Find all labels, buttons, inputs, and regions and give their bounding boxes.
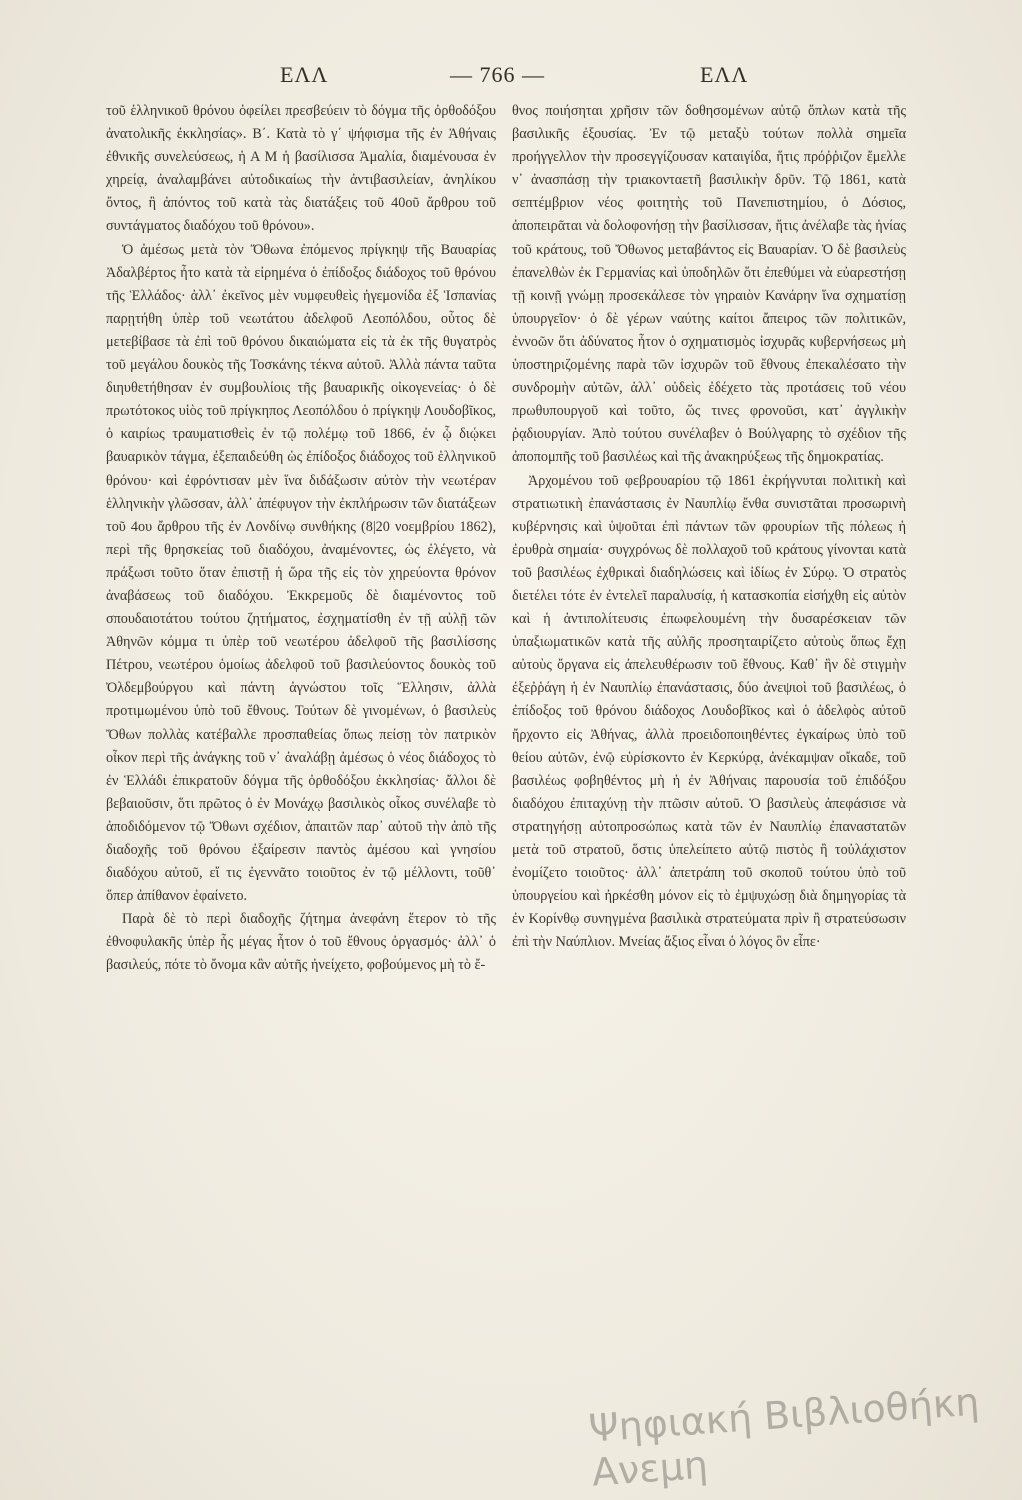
header-right-word: ΕΛΛ [700, 62, 749, 87]
watermark-line-1: Ψηφιακή Βιβλιοθήκη [587, 1379, 981, 1451]
page-number: — 766 — [450, 62, 545, 87]
left-column [106, 100, 496, 978]
right-paragraph-1: θνος ποιήσηται χρῆσιν τῶν δοθησομένων αὐτῷ ὅπλων κατὰ τῆς βασιλικῆς ἐξουσίας. Ἐν τῷ μεταξὺ τούτων πολλὰ σημεῖα προήγγελλον τὴν προσεγγίζουσαν καταιγίδα, ἥτις πρόῤῥιζον ἔμελλε ν᾽ ἀνασπάσῃ τὴν τριακονταετῆ βασιλικὴν δρῦν. Τῷ 1861, κατὰ σεπτέμβριον νέος φοιτητὴς τοῦ Πανεπιστημίου, ὁ Δόσιος, ἀποπειρᾶται νὰ δολοφονήσῃ τὴν βασίλισσαν, ἥτις ἀνέλαβε τὰς ἡνίας τοῦ κράτους, τοῦ Ὄθωνος μεταβάντος εἰς Βαυαρίαν. Ὁ δὲ βασιλεὺς ἐπανελθὼν ἐκ Γερμανίας καὶ ὑποδηλῶν ὅτι ἐπεθύμει νὰ εὐαρεστήσῃ τῇ κοινῇ γνώμῃ προσεκάλεσε τὸν γηραιὸν Κανάρην ἵνα σχηματίσῃ ὑπουργεῖον· ὁ δὲ γέρων ναύτης καίτοι ἄπειρος τῶν πολιτικῶν, ἐννοῶν ὅτι ἀδύνατος ἦτον ὁ σχηματισμὸς ἰσχυρᾶς κυβερνήσεως μὴ ὑποστηριζομένης παρὰ τῶν ἰσχυρῶν τοῦ ἔθνους ἐπεκαλέσατο τὴν συνδρομὴν αὐτῶν, ἀλλ᾽ οὐδεὶς ἐδέχετο τὰς προτάσεις τοῦ νέου πρωθυπουργοῦ καὶ τοῦτο, ὥς τινες φρονοῦσι, κατ᾽ ἀγγλικὴν ῥᾳδιουργίαν. Ἀπὸ τούτου συνέλαβεν ὁ Βούλγαρης τὸ σχέδιον τῆς ἀποπομπῆς τοῦ βασιλέως καὶ τῆς ἀνακηρύξεως τῆς δημοκρατίας. [512, 103, 906, 466]
right-column [512, 100, 906, 954]
left-paragraph-3: Παρὰ δὲ τὸ περὶ διαδοχῆς ζήτημα ἀνεφάνη ἕτερον τὸ τῆς ἐθνοφυλακῆς ὑπὲρ ἧς μέγας ἦτον ὁ τοῦ ἔθνους ὀργασμός· ἀλλ᾽ ὁ βασιλεύς, πότε τὸ ὄνομα κἂν αὐτῆς ἠνείχετο, φοβούμενος μὴ τὸ ἔ- [106, 911, 496, 974]
left-paragraph-2: Ὁ ἀμέσως μετὰ τὸν Ὄθωνα ἐπόμενος πρίγκηψ τῆς Βαυαρίας Ἀδαλβέρτος ἦτο κατὰ τὰ εἰρημένα ὁ ἐπίδοξος διάδοχος τοῦ θρόνου τῆς Ἑλλάδος· ἀλλ᾽ ἐκεῖνος μὲν νυμφευθεὶς ἡγεμονίδα ἐξ Ἱσπανίας παρῃτήθη ὑπὲρ τοῦ νεωτάτου ἀδελφοῦ Λεοπόλδου, οὗτος δὲ μετεβίβασε τὰ ἐπὶ τοῦ θρόνου δικαιώματα εἰς τὰ ἐκ τῆς θυγατρὸς τοῦ μεγάλου δουκὸς τῆς Τοσκάνης τέκνα αὐτοῦ. Ἀλλὰ πάντα ταῦτα διηυθετήθησαν ἐν συμβουλίοις τῆς βαυαρικῆς οἰκογενείας· ὁ δὲ πρωτότοκος υἱὸς τοῦ πρίγκηπος Λεοπόλδου ὁ πρίγκηψ Λουδοβῖκος, ὁ καιρίως τραυματισθεὶς ἐν τῷ πολέμῳ τοῦ 1866, ἐν ᾧ διῴκει βαυαρικὸν τάγμα, ἐξεπαιδεύθη ὡς ἐπίδοξος διάδοχος τοῦ ἑλληνικοῦ θρόνου· καὶ ἐφρόντισαν μὲν ἵνα διδάξωσιν αὐτὸν τὴν νεωτέραν ἑλληνικὴν γλῶσσαν, ἀλλ᾽ ἀπέφυγον τὴν ἐκπλήρωσιν τῶν διατάξεων τοῦ 4ου ἄρθρου τῆς ἐν Λονδίνῳ συνθήκης (8|20 νοεμβρίου 1862), περὶ τῆς θρησκείας τοῦ διαδόχου, ἀναμένοντες, ὡς ἐλέγετο, νὰ πράξωσι τοῦτο ὅταν ἐπιστῇ ἡ ὥρα τῆς εἰς τὸν χηρεύοντα θρόνον ἀναβάσεως τοῦ διαδόχου. Ἐκκρεμοῦς δὲ διαμένοντος τοῦ σπουδαιοτάτου τούτου ζητήματος, ἐσχηματίσθη ἐν τῇ αὐλῇ τῶν Ἀθηνῶν κόμμα τι ὑπὲρ τοῦ νεωτέρου ἀδελφοῦ τῆς βασιλίσσης Πέτρου, νεωτέρου ὁμοίως ἀδελφοῦ τοῦ βασιλεύοντος δουκὸς τοῦ Ὀλδεμβούργου καὶ πάντη ἀγνώστου τοῖς Ἕλλησιν, ἀλλὰ προτιμωμένου ὑπὸ τοῦ ἔθνους. Τούτων δὲ γινομένων, ὁ βασιλεὺς Ὄθων πολλὰς κατέβαλλε προσπαθείας ὅπως πείσῃ τὸν πατρικὸν οἶκον περὶ τῆς ἀνάγκης τοῦ ν᾽ ἀναλάβῃ ἀμέσως ὁ νέος διάδοχος τὸ ἐν Ἑλλάδι ἐπικρατοῦν δόγμα τῆς ὀρθοδόξου ἐκκλησίας· ἄλλοι δὲ βεβαιοῦσιν, ὅτι πρῶτος ὁ ἐν Μονάχῳ βασιλικὸς οἶκος συνέλαβε τὸ ἀποδιδόμενον τῷ Ὄθωνι σχέδιον, ἀπαιτῶν παρ᾽ αὐτοῦ τὴν ἀπὸ τῆς διαδοχῆς τοῦ θρόνου ἐξαίρεσιν παντὸς ἀμέσου καὶ γνησίου διαδόχου αὐτοῦ, εἴ τις ἐγεννᾶτο τοιοῦτος ἐν τῷ μέλλοντι, τοῦθ᾽ ὅπερ ἀπίθανον ἐφαίνετο. [106, 241, 496, 905]
left-paragraph-1: τοῦ ἑλληνικοῦ θρόνου ὀφείλει πρεσβεύειν τὸ δόγμα τῆς ὀρθοδόξου ἀνατολικῆς ἐκκλησίας». Β΄. Κατὰ τὸ γ΄ ψήφισμα τῆς ἐν Ἀθήναις ἐθνικῆς συνελεύσεως, ἡ Α Μ ἡ βασίλισσα Ἀμαλία, διαμένουσα ἐν χηρείᾳ, ἀναλαμβάνει αὐτοδικαίως τὴν ἀντιβασιλείαν, ἀνηλίκου ὄντος, ἢ ἀπόντος τοῦ κατὰ τὰς διατάξεις τοῦ 40οῦ ἄρθρου τοῦ συντάγματος διαδόχου τοῦ θρόνου». [106, 103, 496, 235]
library-watermark [587, 1377, 1012, 1496]
watermark-line-2: Ανεμη [590, 1442, 710, 1495]
right-paragraph-2: Ἀρχομένου τοῦ φεβρουαρίου τῷ 1861 ἐκρήγνυται πολιτικὴ καὶ στρατιωτικὴ ἐπανάστασις ἐν Ναυπλίῳ ἔνθα συνιστᾶται προσωρινὴ κυβέρνησις καὶ ὑψοῦται ἐπὶ πάντων τῶν φρουρίων τῆς πόλεως ἡ ἐρυθρὰ σημαία· συγχρόνως δὲ πολλαχοῦ τοῦ κράτους γίνονται κατὰ τοῦ βασιλέως ἐχθρικαὶ διαδηλώσεις καὶ ἰδίως ἐν Σύρῳ. Ὁ στρατὸς διετέλει τότε ἐν ἐντελεῖ παραλυσίᾳ, ἡ κατασκοπία εἰσήχθη εἰς αὐτὸν καὶ ἡ ἀντιπολίτευσις ἐπωφελουμένη τὴν δυσαρέσκειαν τῶν ὑπαξιωματικῶν κατὰ τῆς αὐλῆς προσηταιρίζετο αὐτοὺς ὅπως ἔχῃ αὐτοὺς ὄργανα εἰς ἀπελευθέρωσιν τοῦ ἔθνους. Καθ᾽ ἣν δὲ στιγμὴν ἐξεῤῥάγη ἡ ἐν Ναυπλίῳ ἐπανάστασις, δύο ἀνεψιοὶ τοῦ βασιλέως, ὁ ἐπίδοξος τοῦ θρόνου διάδοχος Λουδοβῖκος καὶ ὁ ἀδελφὸς αὐτοῦ ἤρχοντο εἰς Ἀθήνας, ἀλλὰ προειδοποιηθέντες ἐγκαίρως ὑπὸ τοῦ θείου αὐτῶν, ἐνῷ εὑρίσκοντο ἐν Κερκύρᾳ, ἀνέκαμψαν οἴκαδε, τοῦ βασιλέως φοβηθέντος μὴ ἡ ἐν Ἀθήναις παρουσία τοῦ ἐπιδόξου διαδόχου ἐπιταχύνῃ τὴν πτῶσιν αὐτοῦ. Ὁ βασιλεὺς ἀπεφάσισε νὰ στρατηγήσῃ αὐτοπροσώπως κατὰ τῶν ἐν Ναυπλίῳ ἐπαναστατῶν μετὰ τοῦ στρατοῦ, ὅστις ὑπελείπετο αὐτῷ πιστὸς ἢ τοὐλάχιστον ἐνομίζετο τοιοῦτος· ἀλλ᾽ ἀπετράπη τοῦ σκοποῦ τούτου ὑπὸ τοῦ ὑπουργείου καὶ ἠρκέσθη μόνον εἰς τὸ ἐμψυχώσῃ διὰ δημηγορίας τὰ ἐν Κορίνθῳ συνηγμένα βασιλικὰ στρατεύματα πρὶν ἢ στρατεύσωσιν ἐπὶ τὴν Ναύπλιον. Μνείας ἄξιος εἶναι ὁ λόγος ὃν εἶπε· [512, 472, 906, 951]
running-header [100, 62, 940, 92]
header-left-word: ΕΛΛ [280, 62, 329, 87]
